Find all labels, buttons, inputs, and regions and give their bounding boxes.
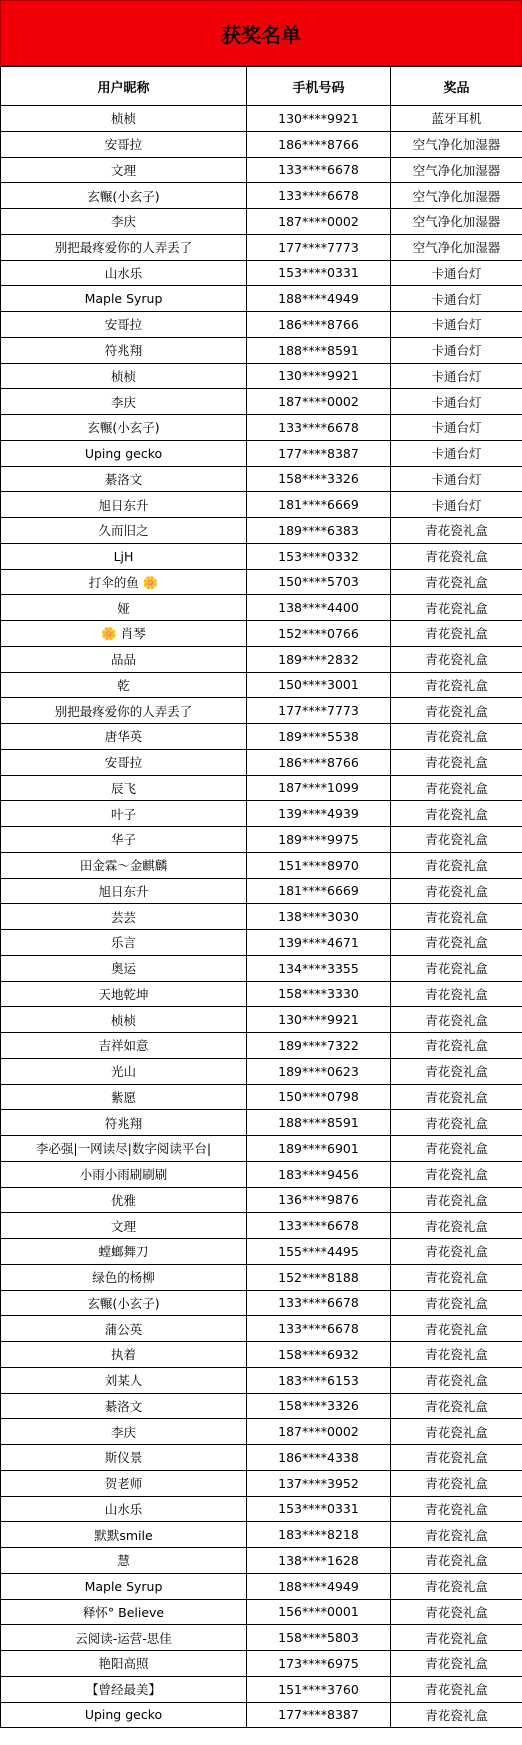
table-row — [1, 1290, 522, 1316]
phone-cell: 138****3030 — [247, 904, 391, 930]
table-row — [1, 1084, 522, 1110]
prize-cell: 青花瓷礼盒 — [391, 1625, 522, 1651]
nickname-cell: 🌼 肖琴 — [1, 621, 247, 647]
table-row — [1, 1316, 522, 1342]
phone-cell: 189****6901 — [247, 1136, 391, 1162]
prize-cell: 青花瓷礼盒 — [391, 646, 522, 672]
prize-cell: 青花瓷礼盒 — [391, 1239, 522, 1265]
table-row — [1, 775, 522, 801]
phone-cell: 158****6932 — [247, 1342, 391, 1368]
nickname-cell: 默默smile — [1, 1522, 247, 1548]
table-row — [1, 260, 522, 286]
table-row — [1, 1625, 522, 1651]
phone-cell: 158****3326 — [247, 1393, 391, 1419]
table-row — [1, 440, 522, 466]
prize-cell: 青花瓷礼盒 — [391, 724, 522, 750]
nickname-cell: 慧 — [1, 1548, 247, 1574]
table-row — [1, 930, 522, 956]
winners-table — [0, 66, 522, 1728]
phone-cell: 188****4949 — [247, 286, 391, 312]
phone-cell: 153****0331 — [247, 260, 391, 286]
prize-cell: 青花瓷礼盒 — [391, 672, 522, 698]
prize-cell: 青花瓷礼盒 — [391, 1187, 522, 1213]
nickname-cell: 桢桢 — [1, 106, 247, 132]
phone-cell: 150****0798 — [247, 1084, 391, 1110]
phone-cell: 189****5538 — [247, 724, 391, 750]
nickname-cell: 桢桢 — [1, 363, 247, 389]
phone-cell: 188****4949 — [247, 1573, 391, 1599]
phone-cell: 150****5703 — [247, 569, 391, 595]
nickname-cell: 安哥拉 — [1, 131, 247, 157]
prize-cell: 青花瓷礼盒 — [391, 1342, 522, 1368]
table-row — [1, 955, 522, 981]
nickname-cell: 玄冁(小玄子) — [1, 415, 247, 441]
column-header-prize: 奖品 — [391, 67, 522, 106]
prize-cell: 青花瓷礼盒 — [391, 1393, 522, 1419]
prize-cell: 青花瓷礼盒 — [391, 543, 522, 569]
nickname-cell: 旭日东升 — [1, 878, 247, 904]
nickname-cell: 光山 — [1, 1058, 247, 1084]
table-row — [1, 621, 522, 647]
table-row — [1, 852, 522, 878]
prize-cell: 青花瓷礼盒 — [391, 1548, 522, 1574]
column-header-nickname: 用户昵称 — [1, 67, 247, 106]
table-row — [1, 286, 522, 312]
nickname-cell: 艳阳高照 — [1, 1651, 247, 1677]
prize-cell: 青花瓷礼盒 — [391, 1264, 522, 1290]
phone-cell: 136****9876 — [247, 1187, 391, 1213]
phone-cell: 177****8387 — [247, 1702, 391, 1728]
table-row — [1, 981, 522, 1007]
prize-cell: 青花瓷礼盒 — [391, 1599, 522, 1625]
prize-cell: 青花瓷礼盒 — [391, 904, 522, 930]
phone-cell: 177****8387 — [247, 440, 391, 466]
table-row — [1, 878, 522, 904]
nickname-cell: 娅 — [1, 595, 247, 621]
prize-cell: 青花瓷礼盒 — [391, 1573, 522, 1599]
prize-cell: 卡通台灯 — [391, 389, 522, 415]
table-row — [1, 1264, 522, 1290]
prize-cell: 青花瓷礼盒 — [391, 1445, 522, 1471]
nickname-cell: 奥运 — [1, 955, 247, 981]
prize-cell: 青花瓷礼盒 — [391, 1007, 522, 1033]
table-row — [1, 106, 522, 132]
table-row — [1, 337, 522, 363]
nickname-cell: 贺老师 — [1, 1470, 247, 1496]
nickname-cell: 执着 — [1, 1342, 247, 1368]
phone-cell: 187****0002 — [247, 1419, 391, 1445]
table-row — [1, 1522, 522, 1548]
phone-cell: 183****9456 — [247, 1161, 391, 1187]
table-row — [1, 312, 522, 338]
phone-cell: 158****3330 — [247, 981, 391, 1007]
table-row — [1, 1496, 522, 1522]
phone-cell: 156****0001 — [247, 1599, 391, 1625]
nickname-cell: 符兆翔 — [1, 337, 247, 363]
phone-cell: 133****6678 — [247, 183, 391, 209]
phone-cell: 186****8766 — [247, 131, 391, 157]
prize-cell: 青花瓷礼盒 — [391, 749, 522, 775]
column-header-phone: 手机号码 — [247, 67, 391, 106]
prize-cell: 卡通台灯 — [391, 466, 522, 492]
prize-cell: 空气净化加湿器 — [391, 157, 522, 183]
nickname-cell: 叶子 — [1, 801, 247, 827]
prize-cell: 青花瓷礼盒 — [391, 1316, 522, 1342]
phone-cell: 152****0766 — [247, 621, 391, 647]
nickname-cell: 田金霖～金麒麟 — [1, 852, 247, 878]
table-row — [1, 569, 522, 595]
prize-cell: 青花瓷礼盒 — [391, 1651, 522, 1677]
prize-cell: 青花瓷礼盒 — [391, 1496, 522, 1522]
prize-cell: 青花瓷礼盒 — [391, 775, 522, 801]
prize-cell: 青花瓷礼盒 — [391, 1136, 522, 1162]
prize-cell: 卡通台灯 — [391, 286, 522, 312]
phone-cell: 139****4671 — [247, 930, 391, 956]
nickname-cell: LjH — [1, 543, 247, 569]
table-row — [1, 234, 522, 260]
nickname-cell: 螳螂舞刀 — [1, 1239, 247, 1265]
nickname-cell: 文理 — [1, 157, 247, 183]
nickname-cell: 久而旧之 — [1, 518, 247, 544]
prize-cell: 青花瓷礼盒 — [391, 827, 522, 853]
phone-cell: 139****4939 — [247, 801, 391, 827]
phone-cell: 133****6678 — [247, 1316, 391, 1342]
prize-cell: 青花瓷礼盒 — [391, 981, 522, 1007]
table-row — [1, 724, 522, 750]
table-row — [1, 1470, 522, 1496]
phone-cell: 186****4338 — [247, 1445, 391, 1471]
title-bar — [0, 0, 522, 66]
phone-cell: 177****7773 — [247, 234, 391, 260]
nickname-cell: 辰飞 — [1, 775, 247, 801]
prize-cell: 卡通台灯 — [391, 415, 522, 441]
nickname-cell: 符兆翔 — [1, 1110, 247, 1136]
nickname-cell: 旭日东升 — [1, 492, 247, 518]
nickname-cell: 品品 — [1, 646, 247, 672]
nickname-cell: 别把最疼爱你的人弄丢了 — [1, 698, 247, 724]
prize-cell: 青花瓷礼盒 — [391, 1702, 522, 1728]
table-row — [1, 1676, 522, 1702]
phone-cell: 138****1628 — [247, 1548, 391, 1574]
prize-cell: 青花瓷礼盒 — [391, 1033, 522, 1059]
phone-cell: 133****6678 — [247, 1213, 391, 1239]
prize-cell: 青花瓷礼盒 — [391, 621, 522, 647]
phone-cell: 133****6678 — [247, 1290, 391, 1316]
phone-cell: 188****8591 — [247, 1110, 391, 1136]
table-row — [1, 698, 522, 724]
table-row — [1, 389, 522, 415]
phone-cell: 186****8766 — [247, 312, 391, 338]
nickname-cell: 云阅读-运营-思佳 — [1, 1625, 247, 1651]
phone-cell: 173****6975 — [247, 1651, 391, 1677]
nickname-cell: 吉祥如意 — [1, 1033, 247, 1059]
prize-cell: 青花瓷礼盒 — [391, 595, 522, 621]
nickname-cell: 李庆 — [1, 209, 247, 235]
nickname-cell: 李必强|一网读尽|数字阅读平台| — [1, 1136, 247, 1162]
table-row — [1, 1367, 522, 1393]
table-row — [1, 1573, 522, 1599]
phone-cell: 189****9975 — [247, 827, 391, 853]
prize-cell: 青花瓷礼盒 — [391, 801, 522, 827]
prize-cell: 青花瓷礼盒 — [391, 1213, 522, 1239]
nickname-cell: Uping gecko — [1, 440, 247, 466]
table-row — [1, 1136, 522, 1162]
prize-cell: 卡通台灯 — [391, 312, 522, 338]
table-row — [1, 1187, 522, 1213]
table-row — [1, 209, 522, 235]
table-row — [1, 672, 522, 698]
nickname-cell: 山水乐 — [1, 260, 247, 286]
prize-cell: 青花瓷礼盒 — [391, 698, 522, 724]
prize-cell: 蓝牙耳机 — [391, 106, 522, 132]
phone-cell: 133****6678 — [247, 157, 391, 183]
phone-cell: 153****0332 — [247, 543, 391, 569]
prize-cell: 卡通台灯 — [391, 337, 522, 363]
phone-cell: 158****5803 — [247, 1625, 391, 1651]
phone-cell: 177****7773 — [247, 698, 391, 724]
table-row — [1, 131, 522, 157]
prize-cell: 卡通台灯 — [391, 492, 522, 518]
phone-cell: 151****3760 — [247, 1676, 391, 1702]
nickname-cell: 綦洛文 — [1, 466, 247, 492]
table-row — [1, 415, 522, 441]
prize-cell: 青花瓷礼盒 — [391, 1058, 522, 1084]
table-row — [1, 1599, 522, 1625]
phone-cell: 183****6153 — [247, 1367, 391, 1393]
prize-cell: 青花瓷礼盒 — [391, 1470, 522, 1496]
phone-cell: 189****2832 — [247, 646, 391, 672]
phone-cell: 188****8591 — [247, 337, 391, 363]
prize-cell: 青花瓷礼盒 — [391, 569, 522, 595]
prize-cell: 青花瓷礼盒 — [391, 1522, 522, 1548]
table-row — [1, 827, 522, 853]
table-row — [1, 1007, 522, 1033]
table-row — [1, 1058, 522, 1084]
phone-cell: 155****4495 — [247, 1239, 391, 1265]
prize-cell: 空气净化加湿器 — [391, 131, 522, 157]
table-body — [1, 106, 522, 1728]
table-row — [1, 646, 522, 672]
phone-cell: 130****9921 — [247, 106, 391, 132]
prize-cell: 青花瓷礼盒 — [391, 1419, 522, 1445]
phone-cell: 181****6669 — [247, 878, 391, 904]
prize-cell: 青花瓷礼盒 — [391, 1676, 522, 1702]
prize-cell: 青花瓷礼盒 — [391, 1084, 522, 1110]
prize-cell: 青花瓷礼盒 — [391, 955, 522, 981]
table-row — [1, 518, 522, 544]
nickname-cell: 天地乾坤 — [1, 981, 247, 1007]
table-row — [1, 183, 522, 209]
table-row — [1, 1651, 522, 1677]
table-row — [1, 1239, 522, 1265]
table-row — [1, 1445, 522, 1471]
table-row — [1, 1033, 522, 1059]
prize-cell: 青花瓷礼盒 — [391, 1290, 522, 1316]
prize-cell: 青花瓷礼盒 — [391, 1161, 522, 1187]
table-row — [1, 466, 522, 492]
phone-cell: 181****6669 — [247, 492, 391, 518]
prize-cell: 青花瓷礼盒 — [391, 878, 522, 904]
table-row — [1, 492, 522, 518]
header-row — [1, 67, 522, 106]
nickname-cell: 蒲公英 — [1, 1316, 247, 1342]
nickname-cell: 紫愿 — [1, 1084, 247, 1110]
prize-cell: 空气净化加湿器 — [391, 183, 522, 209]
prize-cell: 青花瓷礼盒 — [391, 1110, 522, 1136]
table-row — [1, 801, 522, 827]
nickname-cell: 玄冁(小玄子) — [1, 183, 247, 209]
phone-cell: 151****8970 — [247, 852, 391, 878]
phone-cell: 134****3355 — [247, 955, 391, 981]
phone-cell: 153****0331 — [247, 1496, 391, 1522]
nickname-cell: 桢桢 — [1, 1007, 247, 1033]
phone-cell: 189****6383 — [247, 518, 391, 544]
prize-cell: 青花瓷礼盒 — [391, 852, 522, 878]
prize-cell: 青花瓷礼盒 — [391, 518, 522, 544]
nickname-cell: 安哥拉 — [1, 749, 247, 775]
prize-cell: 青花瓷礼盒 — [391, 1367, 522, 1393]
table-row — [1, 1393, 522, 1419]
phone-cell: 187****0002 — [247, 389, 391, 415]
prize-cell: 青花瓷礼盒 — [391, 930, 522, 956]
table-row — [1, 363, 522, 389]
phone-cell: 152****8188 — [247, 1264, 391, 1290]
phone-cell: 130****9921 — [247, 363, 391, 389]
prize-cell: 卡通台灯 — [391, 440, 522, 466]
nickname-cell: 芸芸 — [1, 904, 247, 930]
nickname-cell: 安哥拉 — [1, 312, 247, 338]
nickname-cell: 李庆 — [1, 389, 247, 415]
phone-cell: 137****3952 — [247, 1470, 391, 1496]
nickname-cell: 打伞的鱼 🌼 — [1, 569, 247, 595]
prize-cell: 空气净化加湿器 — [391, 209, 522, 235]
table-row — [1, 1702, 522, 1728]
nickname-cell: 【曾经最美】 — [1, 1676, 247, 1702]
table-row — [1, 1342, 522, 1368]
table-row — [1, 749, 522, 775]
nickname-cell: 玄冁(小玄子) — [1, 1290, 247, 1316]
phone-cell: 158****3326 — [247, 466, 391, 492]
table-row — [1, 1161, 522, 1187]
nickname-cell: 山水乐 — [1, 1496, 247, 1522]
table-row — [1, 595, 522, 621]
phone-cell: 187****1099 — [247, 775, 391, 801]
nickname-cell: 李庆 — [1, 1419, 247, 1445]
nickname-cell: 綦洛文 — [1, 1393, 247, 1419]
nickname-cell: 刘某人 — [1, 1367, 247, 1393]
prize-cell: 卡通台灯 — [391, 363, 522, 389]
nickname-cell: Uping gecko — [1, 1702, 247, 1728]
phone-cell: 183****8218 — [247, 1522, 391, 1548]
nickname-cell: 唐华英 — [1, 724, 247, 750]
nickname-cell: 优雅 — [1, 1187, 247, 1213]
page-title: 获奖名单 — [221, 22, 301, 47]
phone-cell: 130****9921 — [247, 1007, 391, 1033]
nickname-cell: 绿色的杨柳 — [1, 1264, 247, 1290]
phone-cell: 189****0623 — [247, 1058, 391, 1084]
phone-cell: 187****0002 — [247, 209, 391, 235]
nickname-cell: Maple Syrup — [1, 286, 247, 312]
prize-cell: 空气净化加湿器 — [391, 234, 522, 260]
table-row — [1, 1213, 522, 1239]
phone-cell: 189****7322 — [247, 1033, 391, 1059]
nickname-cell: 文理 — [1, 1213, 247, 1239]
nickname-cell: Maple Syrup — [1, 1573, 247, 1599]
nickname-cell: 斯仪景 — [1, 1445, 247, 1471]
table-row — [1, 1548, 522, 1574]
table-row — [1, 543, 522, 569]
phone-cell: 186****8766 — [247, 749, 391, 775]
nickname-cell: 华子 — [1, 827, 247, 853]
phone-cell: 150****3001 — [247, 672, 391, 698]
table-row — [1, 1419, 522, 1445]
table-row — [1, 1110, 522, 1136]
phone-cell: 138****4400 — [247, 595, 391, 621]
table-row — [1, 904, 522, 930]
phone-cell: 133****6678 — [247, 415, 391, 441]
nickname-cell: 乐言 — [1, 930, 247, 956]
table-row — [1, 157, 522, 183]
nickname-cell: 乾 — [1, 672, 247, 698]
nickname-cell: 小雨小雨刷刷刷 — [1, 1161, 247, 1187]
nickname-cell: 释怀° Believe — [1, 1599, 247, 1625]
nickname-cell: 别把最疼爱你的人弄丢了 — [1, 234, 247, 260]
prize-cell: 卡通台灯 — [391, 260, 522, 286]
